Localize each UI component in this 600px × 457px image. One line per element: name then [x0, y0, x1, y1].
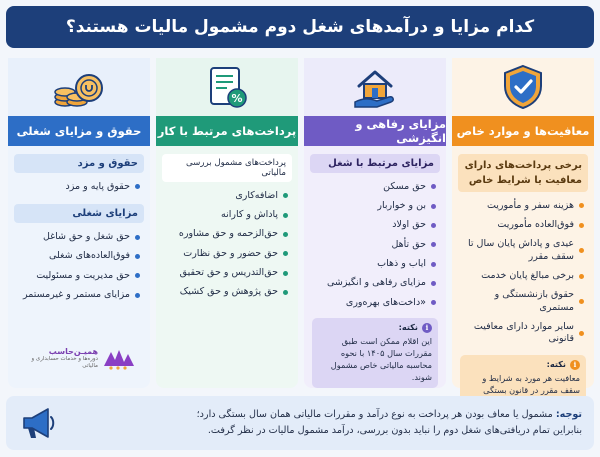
list-item-text: اضافه‌کاری — [235, 189, 278, 201]
info-icon: i — [570, 360, 580, 370]
list-item — [162, 186, 292, 205]
list-item — [310, 216, 440, 235]
list-item — [310, 293, 440, 312]
list-item — [162, 283, 292, 302]
bullet-icon — [283, 232, 288, 237]
bullet-icon — [579, 203, 584, 208]
section-title: پرداخت‌های مشمول بررسی مالیاتی — [162, 154, 292, 182]
bullet-icon — [283, 251, 288, 256]
list-item-text: حق‌الزحمه و حق مشاوره — [178, 228, 278, 240]
list-item-text: حقوق پایه و مزد — [65, 180, 130, 192]
logo-name: همیـن‌حاسب — [48, 346, 98, 356]
column-icon-area — [452, 58, 594, 116]
bullet-icon — [579, 248, 584, 253]
logo-tagline: دوره‌ها و خدمات حسابداری و مالیاتی — [31, 356, 98, 369]
bullet-icon — [431, 204, 436, 209]
list-item-text: مزایای مستمر و غیرمستمر — [23, 288, 130, 300]
list-item — [310, 196, 440, 215]
list-item-text: حق پژوهش و حق کشیک — [179, 286, 278, 298]
list-item-text: برخی مبالغ پایان خدمت — [481, 269, 574, 281]
list-item — [162, 263, 292, 282]
coins-icon — [51, 64, 107, 110]
bullet-icon — [135, 293, 140, 298]
list-item — [310, 177, 440, 196]
list-item-text: حق مسکن — [383, 180, 426, 192]
note-text: این اقلام ممکن است طبق مقررات سال ۱۴۰۵ با نحوه محاسبه مالیاتی خاص مشمول شوند. — [330, 336, 432, 382]
footer-note — [6, 396, 594, 450]
column-salary — [8, 58, 150, 388]
bullet-icon — [135, 184, 140, 189]
footer-text — [58, 407, 582, 440]
bullet-icon — [579, 331, 584, 336]
shield-check-icon — [501, 64, 545, 110]
list-item-text: پاداش و کارانه — [220, 208, 278, 220]
item-list — [162, 186, 292, 302]
brand-logo — [18, 340, 136, 376]
logo-text — [18, 347, 98, 370]
column-icon-area — [8, 58, 150, 116]
bullet-icon — [283, 271, 288, 276]
list-item-text: فوق‌العاده مأموریت — [497, 218, 574, 230]
column-header: معافیت‌ها و موارد خاص — [452, 116, 594, 146]
bullet-icon — [283, 290, 288, 295]
bullet-icon — [431, 223, 436, 228]
svg-text:%: % — [231, 92, 243, 105]
list-item — [458, 196, 588, 215]
item-list — [458, 196, 588, 349]
list-item-text: فوق‌العاده‌های شغلی — [48, 250, 130, 262]
section-title: مزایای شغلی — [14, 204, 144, 223]
list-item-text: ایاب و ذهاب — [377, 257, 426, 269]
list-item — [14, 247, 144, 266]
bullet-icon — [579, 299, 584, 304]
bullet-icon — [579, 274, 584, 279]
list-item-text: حق حضور و حق نظارت — [183, 247, 278, 259]
percent-document-icon — [205, 64, 249, 110]
footer-line-2: بنابراین تمام دریافتی‌های شغل دوم را نباید بدون بررسی، درآمد مشمول مالیات در نظر گرفت. — [207, 425, 582, 436]
note-title-text: نکته: — [398, 322, 418, 333]
note-text: معافیت هر مورد به شرایط و سقف مقرر در قانون بستگی — [482, 372, 580, 395]
section-title: برخی پرداخت‌های دارای معافیت یا شرایط خاص — [458, 154, 588, 192]
house-hand-icon — [351, 64, 399, 110]
item-list — [14, 177, 144, 196]
list-item-text: «داخت‌های بهره‌وری — [345, 296, 426, 308]
list-item — [162, 244, 292, 263]
list-item-text: حق تأهل — [391, 238, 426, 250]
bullet-icon — [283, 193, 288, 198]
list-item — [458, 266, 588, 285]
column-exemptions — [452, 58, 594, 395]
bullet-icon — [283, 213, 288, 218]
list-item-text: حق مدیریت و مسئولیت — [36, 269, 130, 281]
list-item — [310, 274, 440, 293]
list-item-text: عیدی و پاداش پایان سال تا سقف مقرر — [468, 238, 574, 262]
list-item-text: حق شغل و حق شاغل — [42, 230, 130, 242]
bullet-icon — [431, 300, 436, 305]
bullet-icon — [431, 184, 436, 189]
list-item-text: حقوق بازنشستگی و مستمری — [494, 289, 574, 313]
section-title: مزایای مرتبط با شغل — [310, 154, 440, 173]
bullet-icon — [431, 242, 436, 247]
list-item — [14, 227, 144, 246]
item-list — [14, 227, 144, 304]
list-item-text: حق‌التدریس و حق تحقیق — [179, 266, 278, 278]
list-item — [458, 317, 588, 349]
footer-line-1: مشمول یا معاف بودن هر پرداخت به نوع درآمد و مقررات مالیاتی همان سال بستگی دارد؛ — [196, 408, 553, 420]
item-list — [310, 177, 440, 312]
column-header: حقوق و مزایای شغلی — [8, 116, 150, 146]
note-title — [318, 322, 432, 334]
list-item — [162, 225, 292, 244]
column-icon-area — [304, 58, 446, 116]
column-icon-area — [156, 58, 298, 116]
list-item — [458, 235, 588, 267]
list-item — [310, 254, 440, 273]
column-welfare — [304, 58, 446, 388]
bullet-icon — [135, 273, 140, 278]
list-item — [14, 177, 144, 196]
bullet-icon — [135, 235, 140, 240]
note-title-text: نکته: — [546, 359, 566, 370]
note-box — [312, 318, 438, 387]
list-item — [458, 215, 588, 234]
list-item — [162, 205, 292, 224]
bullet-icon — [431, 281, 436, 286]
bullet-icon — [431, 262, 436, 267]
section-title: حقوق و مزد — [14, 154, 144, 173]
info-icon: i — [422, 323, 432, 333]
column-work-payments — [156, 58, 298, 388]
footer-label: توجه: — [555, 408, 582, 420]
list-item-text: حق اولاد — [392, 219, 426, 231]
bullet-icon — [579, 223, 584, 228]
page-title: کدام مزایا و درآمدهای شغل دوم مشمول مالیات هستند؟ — [65, 17, 535, 37]
list-item — [458, 286, 588, 318]
logo-mark-icon — [102, 346, 136, 370]
list-item-text: مزایای رفاهی و انگیزشی — [326, 277, 426, 289]
list-item-text: هزینه سفر و مأموریت — [486, 199, 574, 211]
note-title — [466, 359, 580, 371]
list-item — [14, 285, 144, 304]
megaphone-icon — [18, 404, 58, 442]
column-header: پرداخت‌های مرتبط با کار — [156, 116, 298, 146]
page-title-bar — [6, 6, 594, 48]
list-item — [310, 235, 440, 254]
column-header: مزایای رفاهی و انگیزشی — [304, 116, 446, 146]
bullet-icon — [135, 254, 140, 259]
list-item-text: سایر موارد دارای معافیت قانونی — [473, 320, 574, 345]
list-item — [14, 266, 144, 285]
list-item-text: بن و خواربار — [377, 199, 426, 211]
